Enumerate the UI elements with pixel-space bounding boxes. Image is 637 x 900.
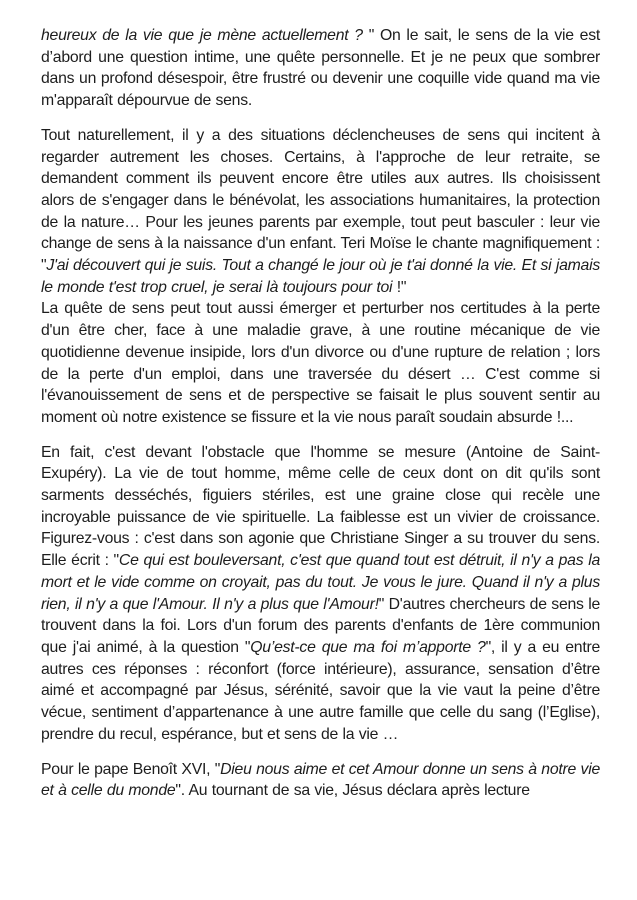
text-segment: Pour le pape Benoît XVI, " bbox=[41, 760, 221, 778]
text-segment: ". Au tournant de sa vie, Jésus déclara après lecture bbox=[175, 782, 530, 800]
text-segment: En fait, c'est devant l'obstacle que l'homme se mesure (Antoine de Saint-Exupéry). La vie de tout homme, même celle de ceux dont on dit qu'ils sont sarments desséchés, figuiers stériles, est une graine close qui recèle une incroyable puissance de vie spirituelle. La faiblesse est un vivier de croissance. Figurez-vous : c'est dans son agonie que Christiane Singer a su trouver du sens. Elle écrit : " bbox=[41, 443, 600, 570]
text-segment: !" bbox=[392, 278, 407, 296]
paragraph-p5 bbox=[41, 759, 600, 802]
italic-text-segment: heureux de la vie que je mène actuellement ? bbox=[41, 27, 369, 44]
text-segment: " D'autres chercheurs de sens le trouvent dans la foi. Lors d'un forum des parents d'enfants de 1ère communion que j'ai animé, à la question " bbox=[41, 595, 600, 656]
paragraph-p2 bbox=[41, 125, 600, 299]
paragraph-p4 bbox=[41, 442, 600, 746]
text-segment: ", il y a eu entre autres ces réponses : réconfort (force intérieure), assurance, sensation d’être aimé et accompagné par Jésus, sérénité, savoir que la vie vaut la peine d’être vécue, sentiment d’appartenance à une autre famille que celle du sang (l’Eglise), prendre du recul, espérance, but et sens de la vie … bbox=[41, 638, 601, 743]
text-segment: Tout naturellement, il y a des situations déclencheuses de sens qui incitent à regarder autrement les choses. Certains, à l'approche de leur retraite, se demandent comment ils peuvent encore être utiles aux autres. Ils choisissent alors de s'engager dans le bénévolat, les associations humanitaires, la protection de la nature… Pour les jeunes parents par exemple, tout peut basculer : leur vie change de sens à la naissance d'un enfant. Teri Moïse le chante magnifiquement : " bbox=[41, 126, 600, 275]
paragraph-p3 bbox=[41, 298, 600, 428]
italic-text-segment: Qu’est-ce que ma foi m’apporte ? bbox=[250, 638, 486, 656]
text-segment: La quête de sens peut tout aussi émerger et perturber nos certitudes à la perte d'un être cher, face à une maladie grave, à une routine mécanique de vie quotidienne devenue insipide, lors d'un divorce ou d'une rupture de relation ; lors de la perte d'un emploi, dans une traversée du désert … C'est comme si l'évanouissement de sens et de perspective se faisait le plus souvent sentir au moment où notre existence se fissure et la vie nous paraît soudain absurde !... bbox=[41, 300, 600, 426]
italic-text-segment: Ce qui est bouleversant, c'est que quand tout est détruit, il n'y a pas la mort et le vide comme on croyait, pas du tout. Je vous le jure. Quand il n'y a plus rien, il n'y a que l'Amour. Il n'y a plus que l'Amour! bbox=[41, 552, 600, 613]
italic-text-segment: J'ai découvert qui je suis. Tout a changé le jour où je t'ai donné la vie. Et si jamais le monde t'est trop cruel, je serai là toujours pour toi bbox=[41, 257, 600, 296]
italic-text-segment: Dieu nous aime et cet Amour donne un sens à notre vie et à celle du monde bbox=[41, 760, 600, 800]
text-segment: " On le sait, le sens de la vie est d’abord une question intime, une quête personnelle. Et je ne peux que sombrer dans un profond désespoir, être frustré ou devenir une coquille vide quand ma vie m'apparaît dépourvue de sens. bbox=[41, 27, 600, 110]
paragraph-p1 bbox=[41, 25, 600, 112]
